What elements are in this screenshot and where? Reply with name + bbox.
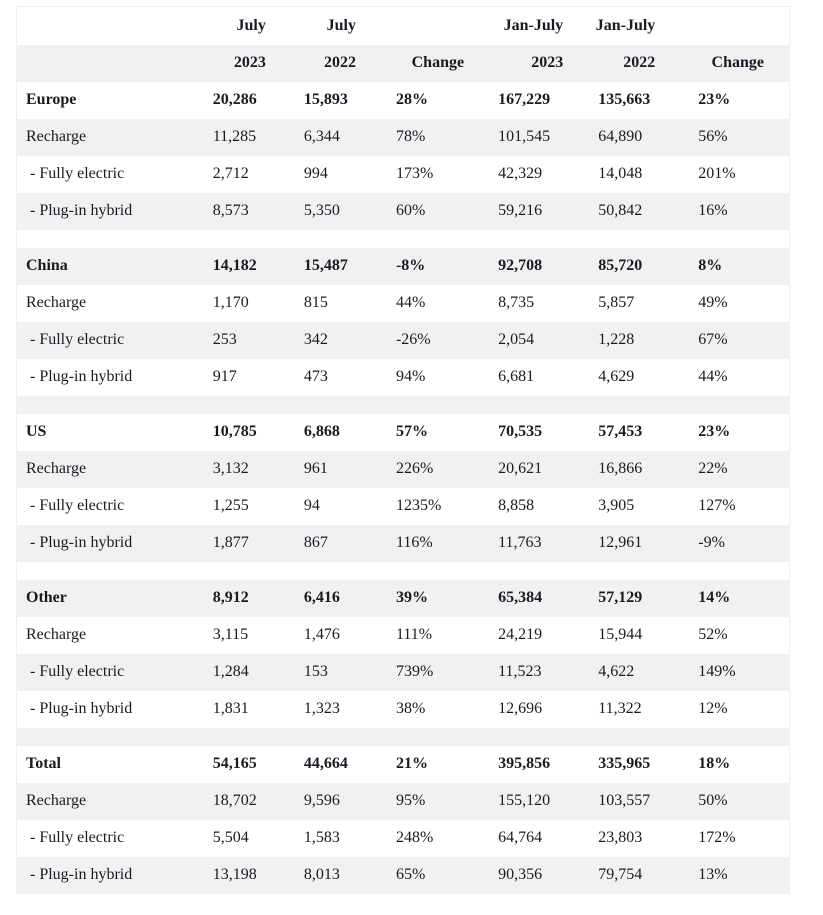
value-cell: 65% xyxy=(395,865,426,883)
section-spacer-row xyxy=(17,396,790,414)
value-cell: 253 xyxy=(212,331,237,348)
value-cell: 11,763 xyxy=(498,534,542,551)
section-spacer-row xyxy=(17,728,790,746)
value-cell: 11,322 xyxy=(598,700,642,717)
value-cell: 135,663 xyxy=(598,91,651,108)
value-cell: 153 xyxy=(303,663,328,680)
row-label: Total xyxy=(26,755,61,772)
row-label: Recharge xyxy=(26,460,87,477)
column-header-blank-6 xyxy=(663,7,789,45)
row-europe-recharge xyxy=(17,119,790,156)
value-cell: 1,228 xyxy=(598,331,635,348)
value-cell: 1,255 xyxy=(212,497,249,514)
column-header-2023-1: 2023 xyxy=(233,54,266,71)
value-cell: 90,356 xyxy=(498,865,543,883)
value-cell: 57% xyxy=(395,423,428,440)
value-cell: 395,856 xyxy=(498,755,551,772)
value-cell: 16,866 xyxy=(598,460,643,477)
column-header-2023-4: 2023 xyxy=(531,54,564,71)
value-cell: 3,132 xyxy=(212,460,249,477)
value-cell: 60% xyxy=(395,202,426,219)
value-cell: 127% xyxy=(698,497,736,514)
value-cell: 44% xyxy=(698,368,728,385)
value-cell: 85,720 xyxy=(598,257,643,274)
value-cell: 2,712 xyxy=(212,165,249,182)
column-header-blank-0 xyxy=(17,7,203,45)
value-cell: 15,944 xyxy=(598,626,643,643)
value-cell: 42,329 xyxy=(498,165,543,182)
value-cell: 12,961 xyxy=(598,534,643,551)
value-cell: 473 xyxy=(303,368,328,385)
row-label: - Plug-in hybrid xyxy=(30,534,133,551)
value-cell: 867 xyxy=(303,534,328,551)
row-label: Europe xyxy=(26,91,77,108)
row-china-fully-electric xyxy=(17,322,790,359)
value-cell: 59,216 xyxy=(498,202,543,219)
row-label: - Fully electric xyxy=(30,663,125,680)
value-cell: 79,754 xyxy=(598,865,643,883)
value-cell: 5,857 xyxy=(598,294,635,311)
value-cell: 201% xyxy=(698,165,736,182)
value-cell: 57,129 xyxy=(598,589,643,606)
value-cell: 39% xyxy=(395,589,428,606)
spacer-cell xyxy=(17,562,790,580)
row-label: - Plug-in hybrid xyxy=(30,368,133,385)
column-header-change-6: Change xyxy=(711,54,764,71)
value-cell: -9% xyxy=(698,534,725,551)
value-cell: 67% xyxy=(698,331,728,348)
value-cell: 57,453 xyxy=(598,423,643,440)
row-label: - Fully electric xyxy=(30,165,125,182)
value-cell: 64,890 xyxy=(598,128,643,145)
value-cell: 167,229 xyxy=(498,91,551,108)
value-cell: 1,170 xyxy=(212,294,249,311)
value-cell: 342 xyxy=(303,331,328,348)
value-cell: 172% xyxy=(698,829,736,846)
row-china-china xyxy=(17,248,790,285)
sales-table xyxy=(16,6,790,894)
row-label: US xyxy=(26,423,47,440)
value-cell: 50,842 xyxy=(598,202,643,219)
row-us-recharge xyxy=(17,451,790,488)
value-cell: 1,323 xyxy=(303,700,340,717)
value-cell: 23,803 xyxy=(598,829,643,846)
column-header-jan-july-5: Jan-July xyxy=(595,16,656,34)
value-cell: 24,219 xyxy=(498,626,543,643)
value-cell: 12% xyxy=(698,700,728,717)
value-cell: 149% xyxy=(698,663,736,680)
row-europe-plug-in-hybrid xyxy=(17,193,790,230)
header-row-year xyxy=(17,45,790,82)
value-cell: 1,284 xyxy=(212,663,249,680)
value-cell: 20,286 xyxy=(212,91,257,108)
value-cell: 12,696 xyxy=(498,700,543,717)
row-us-us xyxy=(17,414,790,451)
row-other-fully-electric xyxy=(17,654,790,691)
table-header xyxy=(17,7,790,82)
row-label: - Plug-in hybrid xyxy=(30,700,133,717)
row-other-plug-in-hybrid xyxy=(17,691,790,728)
value-cell: 64,764 xyxy=(498,829,543,846)
value-cell: 9,596 xyxy=(303,792,340,809)
value-cell: 22% xyxy=(698,460,728,477)
value-cell: 1,476 xyxy=(303,626,340,643)
value-cell: 78% xyxy=(395,128,426,145)
value-cell: 13,198 xyxy=(212,865,257,883)
value-cell: 1,877 xyxy=(212,534,249,551)
value-cell: 13% xyxy=(698,865,728,883)
column-header-blank-3 xyxy=(366,7,474,45)
value-cell: 14% xyxy=(698,589,731,606)
value-cell: 94% xyxy=(395,368,426,385)
row-label: - Fully electric xyxy=(30,331,125,348)
value-cell: 6,416 xyxy=(303,589,340,606)
column-header-july-2: July xyxy=(326,16,356,34)
row-total-plug-in-hybrid xyxy=(17,857,790,894)
row-label: - Plug-in hybrid xyxy=(30,202,133,219)
value-cell: 20,621 xyxy=(498,460,543,477)
value-cell: 70,535 xyxy=(498,423,543,440)
value-cell: 18,702 xyxy=(212,792,257,809)
value-cell: 2,054 xyxy=(498,331,535,348)
value-cell: -26% xyxy=(395,331,431,348)
table-body xyxy=(17,82,790,894)
value-cell: 56% xyxy=(698,128,728,145)
value-cell: 23% xyxy=(698,423,731,440)
column-header-jan-july-4: Jan-July xyxy=(503,16,564,34)
value-cell: 5,504 xyxy=(212,829,249,846)
value-cell: -8% xyxy=(395,257,426,274)
row-label: - Plug-in hybrid xyxy=(30,865,133,883)
value-cell: 15,893 xyxy=(303,91,348,108)
row-us-plug-in-hybrid xyxy=(17,525,790,562)
value-cell: 917 xyxy=(212,368,237,385)
value-cell: 49% xyxy=(698,294,728,311)
row-label: Recharge xyxy=(26,294,87,311)
sales-table-container xyxy=(16,6,790,894)
value-cell: 16% xyxy=(698,202,728,219)
row-total-total xyxy=(17,746,790,783)
row-label: Other xyxy=(26,589,67,606)
value-cell: 14,182 xyxy=(212,257,257,274)
row-china-plug-in-hybrid xyxy=(17,359,790,396)
value-cell: 10,785 xyxy=(212,423,257,440)
value-cell: 8,013 xyxy=(303,865,340,883)
value-cell: 961 xyxy=(303,460,328,477)
value-cell: 38% xyxy=(395,700,426,717)
row-label: China xyxy=(26,257,68,274)
column-header-2022-2: 2022 xyxy=(323,54,356,71)
value-cell: 8% xyxy=(698,257,723,274)
value-cell: 335,965 xyxy=(598,755,651,772)
value-cell: 3,905 xyxy=(598,497,635,514)
row-europe-fully-electric xyxy=(17,156,790,193)
value-cell: 815 xyxy=(303,294,328,311)
value-cell: 44% xyxy=(395,294,426,311)
value-cell: 28% xyxy=(395,91,428,108)
value-cell: 92,708 xyxy=(498,257,543,274)
value-cell: 994 xyxy=(303,165,328,182)
value-cell: 6,344 xyxy=(303,128,340,145)
row-label: - Fully electric xyxy=(30,829,125,846)
spacer-cell xyxy=(17,728,790,746)
value-cell: 44,664 xyxy=(303,755,348,772)
row-other-recharge xyxy=(17,617,790,654)
header-row-period xyxy=(17,7,790,45)
row-other-other xyxy=(17,580,790,617)
row-label: Recharge xyxy=(26,128,87,145)
value-cell: 6,681 xyxy=(498,368,535,385)
value-cell: 248% xyxy=(395,829,434,846)
value-cell: 5,350 xyxy=(303,202,340,219)
column-header-blank-0 xyxy=(17,45,203,82)
value-cell: 116% xyxy=(395,534,433,551)
spacer-cell xyxy=(17,230,790,248)
value-cell: 1,583 xyxy=(303,829,340,846)
value-cell: 103,557 xyxy=(598,792,651,809)
section-spacer-row xyxy=(17,562,790,580)
value-cell: 8,858 xyxy=(498,497,535,514)
value-cell: 173% xyxy=(395,165,434,182)
row-label: Recharge xyxy=(26,792,87,809)
row-label: Recharge xyxy=(26,626,87,643)
value-cell: 1235% xyxy=(395,497,442,514)
value-cell: 111% xyxy=(395,626,433,643)
column-header-2022-5: 2022 xyxy=(623,54,656,71)
value-cell: 155,120 xyxy=(498,792,551,809)
value-cell: 8,912 xyxy=(212,589,249,606)
value-cell: 739% xyxy=(395,663,434,680)
value-cell: 23% xyxy=(698,91,731,108)
row-total-fully-electric xyxy=(17,820,790,857)
value-cell: 15,487 xyxy=(303,257,348,274)
value-cell: 4,629 xyxy=(598,368,635,385)
value-cell: 54,165 xyxy=(212,755,257,772)
value-cell: 6,868 xyxy=(303,423,340,440)
value-cell: 11,523 xyxy=(498,663,542,680)
row-europe-europe xyxy=(17,82,790,119)
value-cell: 21% xyxy=(395,755,428,772)
value-cell: 8,573 xyxy=(212,202,249,219)
value-cell: 4,622 xyxy=(598,663,635,680)
value-cell: 8,735 xyxy=(498,294,535,311)
section-spacer-row xyxy=(17,230,790,248)
row-total-recharge xyxy=(17,783,790,820)
column-header-july-1: July xyxy=(236,16,266,34)
value-cell: 52% xyxy=(698,626,728,643)
spacer-cell xyxy=(17,396,790,414)
value-cell: 226% xyxy=(395,460,434,477)
value-cell: 95% xyxy=(395,792,426,809)
value-cell: 18% xyxy=(698,755,731,772)
value-cell: 14,048 xyxy=(598,165,643,182)
value-cell: 94 xyxy=(303,497,320,514)
value-cell: 1,831 xyxy=(212,700,249,717)
value-cell: 11,285 xyxy=(212,128,257,145)
row-label: - Fully electric xyxy=(30,497,125,514)
value-cell: 101,545 xyxy=(498,128,551,145)
value-cell: 50% xyxy=(698,792,728,809)
column-header-change-3: Change xyxy=(411,54,465,71)
value-cell: 65,384 xyxy=(498,589,543,606)
row-china-recharge xyxy=(17,285,790,322)
value-cell: 3,115 xyxy=(212,626,249,643)
row-us-fully-electric xyxy=(17,488,790,525)
